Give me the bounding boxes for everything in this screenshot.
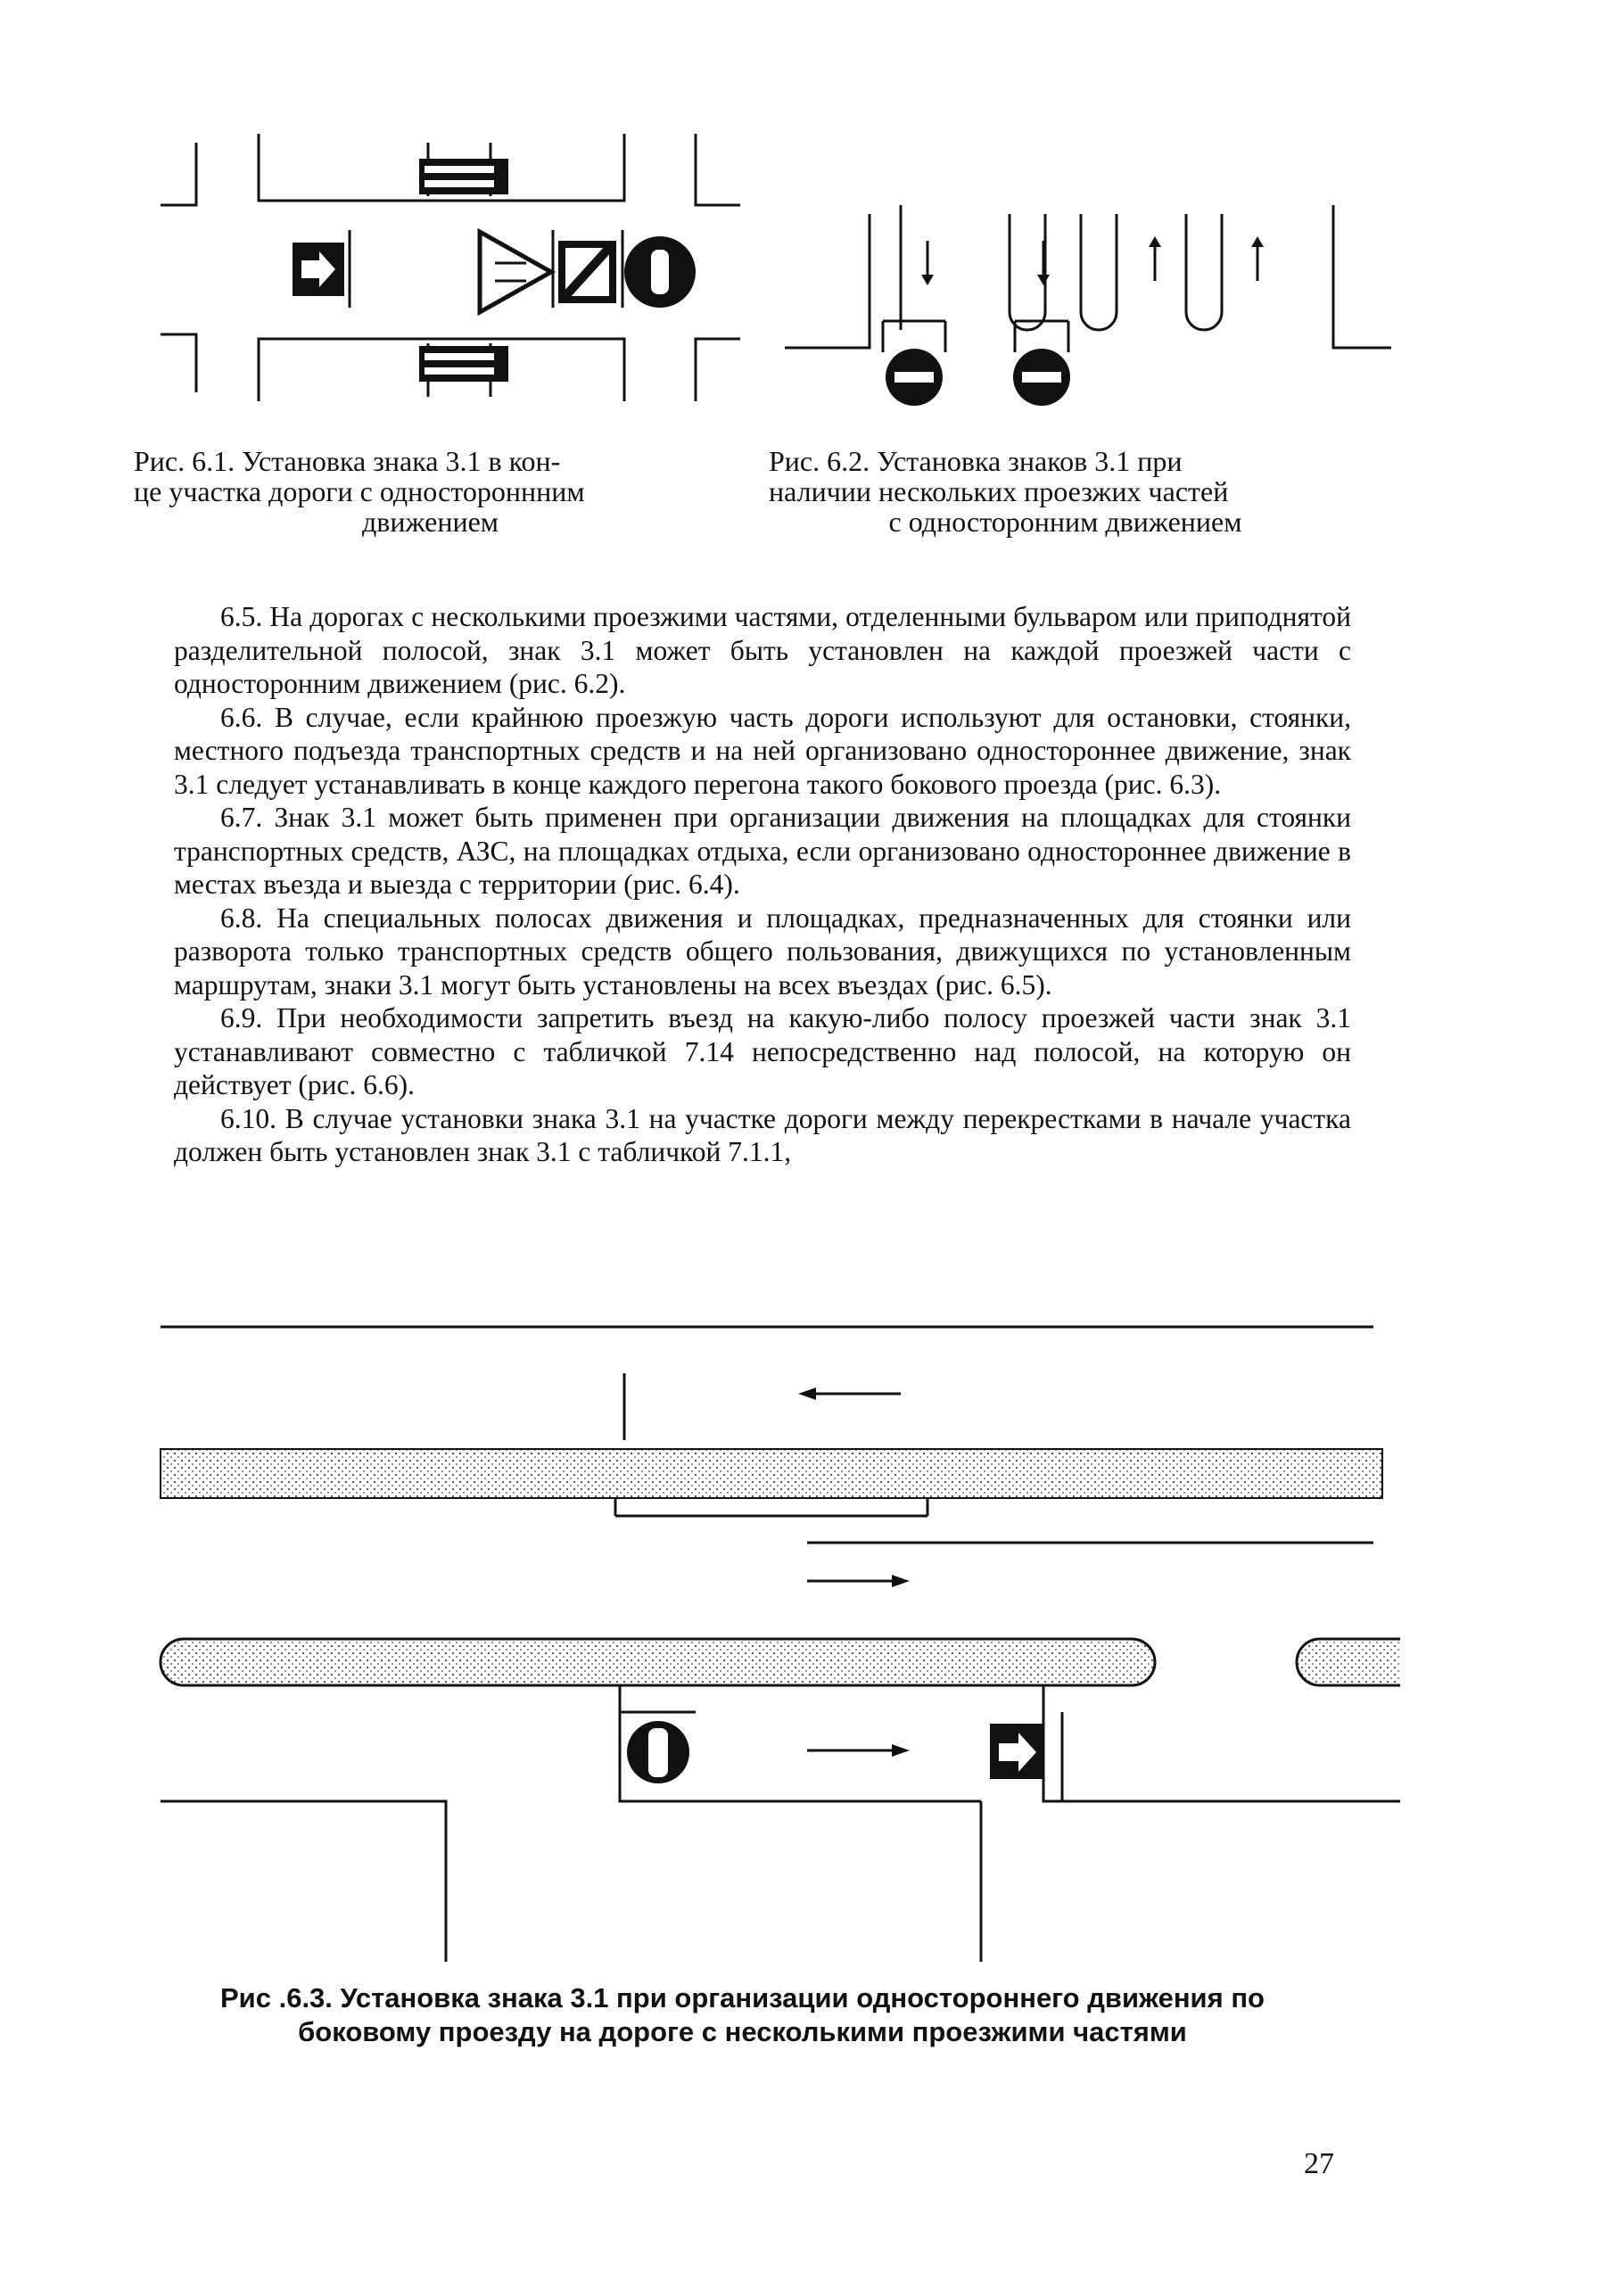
caption-fig-6-1	[134, 446, 727, 537]
page-number: 27	[1304, 2147, 1334, 2180]
caption-line: с односторонним движением	[888, 506, 1242, 538]
no-entry-sign-left-icon	[886, 349, 943, 406]
paragraph-6-7: 6.7. Знак 3.1 может быть применен при организации движения на площадках для стоянки транспортных средств, АЗС, на площадках отдыха, если организовано одностороннее движение в местах въезда и выезда с территории (рис. 6.4).	[174, 802, 1351, 900]
warning-triangle-icon	[480, 232, 551, 312]
arrow-plate-bottom-icon	[419, 346, 508, 382]
caption-line: це участка дороги с одностороннним	[134, 475, 585, 507]
paragraph-6-9: 6.9. При необходимости запретить въезд на какую-либо полосу проезжей части знак 3.1 устанавливают совместно с табличкой 7.14 непосредственно над полосой, на которую он действует (рис. 6.6).	[174, 1002, 1351, 1100]
figure-6-3	[152, 1302, 1400, 1962]
no-entry-sign-right-icon	[1013, 349, 1070, 406]
caption-line: Рис .6.3. Установка знака 3.1 при организации одностороннего движения по	[220, 1982, 1265, 2013]
body-text	[174, 600, 1351, 1169]
end-of-one-way-sign-icon	[558, 241, 616, 303]
one-way-sign-icon	[990, 1724, 1043, 1779]
caption-line: Рис. 6.1. Установка знака 3.1 в кон-	[134, 445, 561, 477]
caption-fig-6-3	[134, 1981, 1351, 2049]
caption-line: наличии нескольких проезжих частей	[769, 475, 1229, 507]
caption-fig-6-2	[769, 446, 1362, 537]
caption-line: движением	[361, 506, 499, 538]
caption-line: боковому проезду на дороге с несколькими проезжими частями	[298, 2016, 1187, 2047]
arrow-plate-top-icon	[419, 159, 508, 194]
caption-line: Рис. 6.2. Установка знаков 3.1 при	[769, 445, 1183, 477]
no-entry-sign-icon	[624, 236, 696, 308]
one-way-sign-icon	[293, 243, 344, 296]
paragraph-6-8: 6.8. На специальных полосах движения и площадках, предназначенных для стоянки или разворота только транспортных средств общего пользования, движущихся по установленным маршрутам, знаки 3.1 могут быть установлены на всех въездах (рис. 6.5).	[174, 902, 1351, 1001]
no-entry-sign-icon	[627, 1721, 689, 1783]
figure-6-1	[134, 125, 740, 428]
paragraph-6-5: 6.5. На дорогах с несколькими проезжими частями, отделенными бульваром или приподнятой разделительной полосой, знак 3.1 может быть установлен на каждой проезжей части с односторонним движением (рис. 6.2).	[174, 601, 1351, 699]
paragraph-6-6: 6.6. В случае, если крайнюю проезжую часть дороги используют для остановки, стоянки, местного подъезда транспортных средств и на ней организовано одностороннее движение, знак 3.1 следует устанавливать в конце каждого перегона такого бокового проезда (рис. 6.3).	[174, 701, 1351, 800]
paragraph-6-10: 6.10. В случае установки знака 3.1 на участке дороги между перекрестками в начале участка должен быть установлен знак 3.1 с табличкой 7.1.1,	[174, 1102, 1351, 1167]
